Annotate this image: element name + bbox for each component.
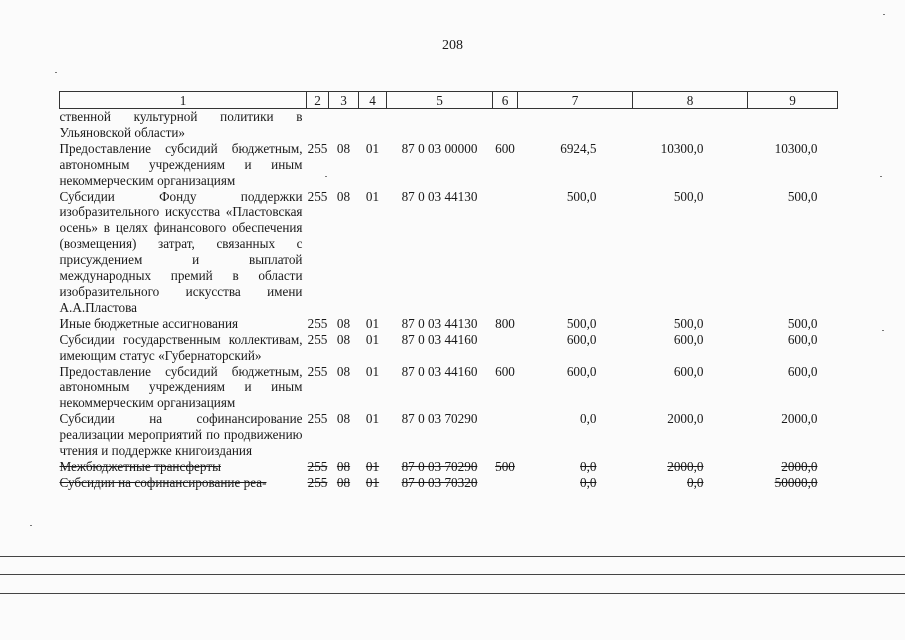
row-value-8: 2000,0 [667, 458, 704, 474]
row-value-9: 600,0 [787, 331, 818, 347]
row-description: Субсидии государственным коллективам, имеющим статус «Губернаторский» [59, 331, 303, 363]
row-code-4: 01 [365, 458, 380, 474]
scan-speck [883, 14, 885, 15]
column-header: 3 [329, 92, 359, 109]
row-code-5: 87 0 03 70320 [401, 474, 478, 490]
row-value-9: 2000,0 [781, 411, 818, 427]
row-value-7: 0,0 [580, 411, 597, 427]
column-header: 9 [748, 92, 838, 109]
row-code-2: 255 [307, 474, 328, 490]
row-value-7: 0,0 [580, 458, 597, 474]
row-code-5: 87 0 03 70290 [401, 458, 478, 474]
table-row [60, 364, 838, 412]
row-code-6: 600 [495, 363, 515, 379]
row-code-4: 01 [365, 188, 380, 204]
row-code-4: 01 [365, 363, 380, 379]
row-value-7: 0,0 [580, 474, 597, 490]
row-code-5: 87 0 03 70290 [401, 411, 478, 427]
row-value-7: 600,0 [566, 331, 597, 347]
table-row [60, 332, 838, 364]
row-value-8: 2000,0 [667, 411, 704, 427]
row-code-6: 500 [495, 458, 515, 474]
table-row [60, 109, 838, 141]
row-code-3: 08 [336, 458, 351, 474]
column-header: 5 [387, 92, 493, 109]
row-code-3: 08 [336, 411, 351, 427]
row-code-4 [359, 109, 387, 141]
row-value-8: 0,0 [687, 474, 704, 490]
column-header: 8 [633, 92, 748, 109]
row-value-9: 600,0 [787, 363, 818, 379]
row-code-4: 01 [365, 411, 380, 427]
row-description: Субсидии на софинансирование реа- [59, 474, 267, 490]
table-row [60, 459, 838, 475]
row-value-7: 600,0 [566, 363, 597, 379]
row-code-4: 01 [365, 140, 380, 156]
row-value-8: 10300,0 [660, 140, 704, 156]
row-code-3: 08 [336, 315, 351, 331]
row-code-5 [387, 109, 493, 141]
row-code-2: 255 [307, 331, 328, 347]
row-code-2 [307, 109, 329, 141]
budget-table [59, 91, 838, 491]
row-value-7: 500,0 [566, 315, 597, 331]
row-description: Межбюджетные трансферты [59, 458, 221, 474]
row-code-2: 255 [307, 363, 328, 379]
column-header: 4 [359, 92, 387, 109]
row-description: ственной культурной политики в Ульяновской области» [59, 109, 303, 140]
scan-speck [880, 176, 882, 177]
row-value-8: 500,0 [673, 188, 704, 204]
row-value-9: 500,0 [787, 188, 818, 204]
table-row [60, 411, 838, 459]
scan-rule-line [0, 593, 905, 594]
row-code-2: 255 [307, 315, 328, 331]
row-value-9: 50000,0 [774, 474, 818, 490]
column-number-row [60, 92, 838, 109]
page-number: 208 [442, 38, 463, 53]
row-description: Иные бюджетные ассигнования [59, 315, 239, 331]
row-code-5: 87 0 03 44130 [401, 315, 478, 331]
row-code-6 [493, 189, 518, 316]
row-code-5: 87 0 03 44130 [401, 188, 478, 204]
row-code-6 [493, 332, 518, 364]
row-value-8 [633, 109, 748, 141]
row-code-4: 01 [365, 331, 380, 347]
row-code-6: 600 [495, 140, 515, 156]
row-code-2: 255 [307, 411, 328, 427]
column-header: 2 [307, 92, 329, 109]
row-value-7: 500,0 [566, 188, 597, 204]
row-description: Предоставление субсидий бюджетным, автономным учреждениям и иным некоммерческим организациям [59, 140, 303, 188]
scan-rule-line [0, 574, 905, 575]
scan-speck [30, 525, 32, 526]
row-description: Субсидии на софинансирование реализации мероприятий по продвижению чтения и поддержке книгоиздания [59, 411, 303, 459]
row-code-5: 87 0 03 00000 [401, 140, 478, 156]
row-code-5: 87 0 03 44160 [401, 363, 478, 379]
row-code-6 [493, 475, 518, 491]
row-value-9: 10300,0 [774, 140, 818, 156]
column-header: 6 [493, 92, 518, 109]
row-code-3: 08 [336, 188, 351, 204]
scan-speck [325, 176, 327, 177]
scan-rule-line [0, 556, 905, 557]
row-code-2: 255 [307, 188, 328, 204]
row-description: Предоставление субсидий бюджетным, автономным учреждениям и иным некоммерческим организациям [59, 363, 303, 411]
row-code-4: 01 [365, 315, 380, 331]
row-value-8: 600,0 [673, 331, 704, 347]
row-value-9 [748, 109, 838, 141]
row-code-3: 08 [336, 363, 351, 379]
row-value-8: 500,0 [673, 315, 704, 331]
row-code-5: 87 0 03 44160 [401, 331, 478, 347]
row-code-6 [493, 109, 518, 141]
row-value-8: 600,0 [673, 363, 704, 379]
scan-speck [55, 72, 57, 73]
table-row [60, 316, 838, 332]
row-description: Субсидии Фонду поддержки изобразительного искусства «Пластовская осень» в целях финансового обеспечения (возмещения) затрат, связанных с присуждением и выплатой международных премий в области изобразительного искусства имени А.А.Пластова [59, 188, 303, 315]
table-row [60, 189, 838, 316]
row-code-3: 08 [336, 140, 351, 156]
row-value-7: 6924,5 [560, 140, 597, 156]
row-code-3 [329, 109, 359, 141]
row-value-9: 500,0 [787, 315, 818, 331]
row-code-2: 255 [307, 458, 328, 474]
row-code-3: 08 [336, 474, 351, 490]
row-value-9: 2000,0 [781, 458, 818, 474]
column-header: 7 [518, 92, 633, 109]
row-code-6 [493, 411, 518, 459]
table-row [60, 475, 838, 491]
row-code-6: 800 [495, 315, 515, 331]
row-code-2: 255 [307, 140, 328, 156]
scan-speck [882, 330, 884, 331]
table-row [60, 141, 838, 189]
column-header: 1 [60, 92, 307, 109]
row-code-3: 08 [336, 331, 351, 347]
row-code-4: 01 [365, 474, 380, 490]
row-value-7 [518, 109, 633, 141]
